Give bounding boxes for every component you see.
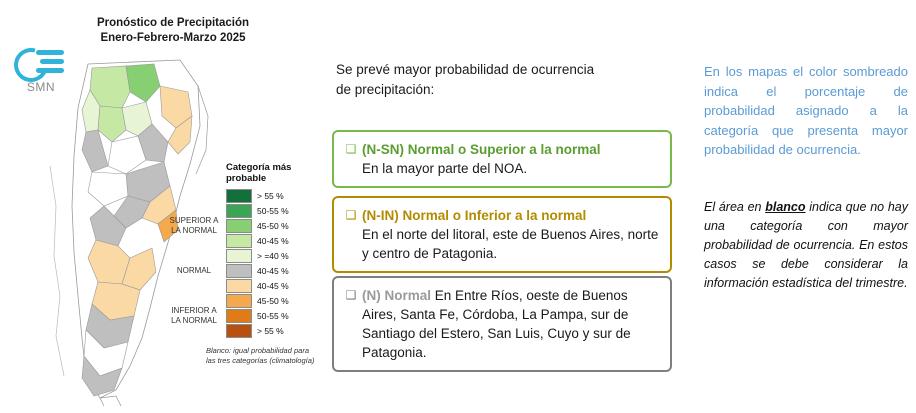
category-heading: (N) Normal xyxy=(362,288,432,303)
legend-item xyxy=(226,323,316,338)
legend-item xyxy=(226,248,316,263)
legend-group-superior-l2: LA NORMAL xyxy=(171,225,217,235)
legend-item xyxy=(226,233,316,248)
category-box-n-in[interactable] xyxy=(332,196,672,273)
category-text xyxy=(362,140,662,178)
legend-item xyxy=(226,203,316,218)
legend-swatch xyxy=(226,264,252,278)
legend-swatch xyxy=(226,324,252,338)
intro-line2: de precipitación: xyxy=(336,82,435,97)
checkbox-icon[interactable]: ❑ xyxy=(345,142,357,156)
region-tierradelfuego xyxy=(100,396,122,406)
legend-title-line2: probable xyxy=(226,173,267,184)
logo-label: SMN xyxy=(26,80,56,94)
category-body: En la mayor parte del NOA. xyxy=(362,161,528,176)
category-heading: (N-IN) Normal o Inferior a la normal xyxy=(362,208,587,223)
category-body: En el norte del litoral, este de Buenos Aires, norte y centro de Patagonia. xyxy=(362,227,659,261)
map-panel xyxy=(0,0,320,413)
legend-swatch xyxy=(226,294,252,308)
category-body: En Entre Ríos, oeste de Buenos Aires, Santa Fe, Córdoba, La Pampa, sur de Santiago del Estero, San Luis, Cuyo y sur de Patagonia. xyxy=(362,288,631,360)
legend-item xyxy=(226,263,316,278)
legend-group-normal xyxy=(164,266,224,276)
map-title-line2: Enero-Febrero-Marzo 2025 xyxy=(100,32,246,44)
note-white-post: indica que no hay una categoría con mayor probabilidad de ocurrencia. En estos casos se debe considerar la información estadística del trimestre. xyxy=(704,200,908,290)
legend-group-normal-l1: NORMAL xyxy=(176,266,212,275)
pacific-coast xyxy=(50,166,64,376)
intro-line1: Se prevé mayor probabilidad de ocurrencia xyxy=(336,62,595,77)
note-white-area-explanation xyxy=(704,198,908,293)
category-text xyxy=(362,286,662,362)
category-text xyxy=(362,206,662,263)
legend-label: > 55 % xyxy=(257,325,284,336)
legend-item xyxy=(226,293,316,308)
category-box-n-sn[interactable] xyxy=(332,130,672,188)
legend-item xyxy=(226,218,316,233)
legend-group-inferior-l2: LA NORMAL xyxy=(171,315,217,325)
category-heading: (N-SN) Normal o Superior a la normal xyxy=(362,142,601,157)
intro-text xyxy=(336,60,681,100)
legend-note xyxy=(206,346,318,365)
legend-label: 50-55 % xyxy=(257,310,289,321)
legend-label: 40-45 % xyxy=(257,235,289,246)
legend-label: 45-50 % xyxy=(257,295,289,306)
legend-label: 40-45 % xyxy=(257,265,289,276)
forecast-summary-panel xyxy=(328,0,688,413)
legend-title xyxy=(226,162,316,184)
legend-label: > 55 % xyxy=(257,190,284,201)
notes-panel xyxy=(700,0,916,413)
legend-swatch xyxy=(226,234,252,248)
note-white-emph: blanco xyxy=(765,200,806,214)
legend-item xyxy=(226,308,316,323)
legend-swatch xyxy=(226,189,252,203)
note-shading-explanation: En los mapas el color sombreado indica el porcentaje de probabilidad asignado a la categoría que presenta mayor probabilidad de ocurrencia. xyxy=(704,64,908,157)
legend-group-inferior xyxy=(164,306,224,325)
legend-label: 40-45 % xyxy=(257,280,289,291)
legend-group-superior-l1: SUPERIOR A xyxy=(169,216,219,225)
legend-swatch xyxy=(226,219,252,233)
checkbox-icon[interactable]: ❑ xyxy=(345,208,357,222)
legend-swatch xyxy=(226,309,252,323)
legend-rows xyxy=(169,188,316,338)
legend-swatch xyxy=(226,249,252,263)
legend-item xyxy=(226,278,316,293)
legend-note-line2: las tres categorías (climatología) xyxy=(206,355,315,365)
legend-title-line1: Categoría más xyxy=(226,162,292,173)
legend-label: 45-50 % xyxy=(257,220,289,231)
map-title-line1: Pronóstico de Precipitación xyxy=(96,17,250,29)
legend-swatch xyxy=(226,279,252,293)
legend-label: 50-55 % xyxy=(257,205,289,216)
note-white-pre: El área en xyxy=(704,200,766,214)
legend-group-inferior-l1: INFERIOR A xyxy=(171,306,217,315)
legend-group-superior xyxy=(164,216,224,235)
legend-item xyxy=(226,188,316,203)
legend-label: > =40 % xyxy=(257,250,289,261)
legend-note-line1: Blanco: igual probabilidad para xyxy=(206,346,309,355)
map-title xyxy=(68,16,278,46)
map-legend xyxy=(169,162,316,365)
legend-swatch xyxy=(226,204,252,218)
category-box-n[interactable] xyxy=(332,276,672,372)
checkbox-icon[interactable]: ❑ xyxy=(345,288,357,302)
